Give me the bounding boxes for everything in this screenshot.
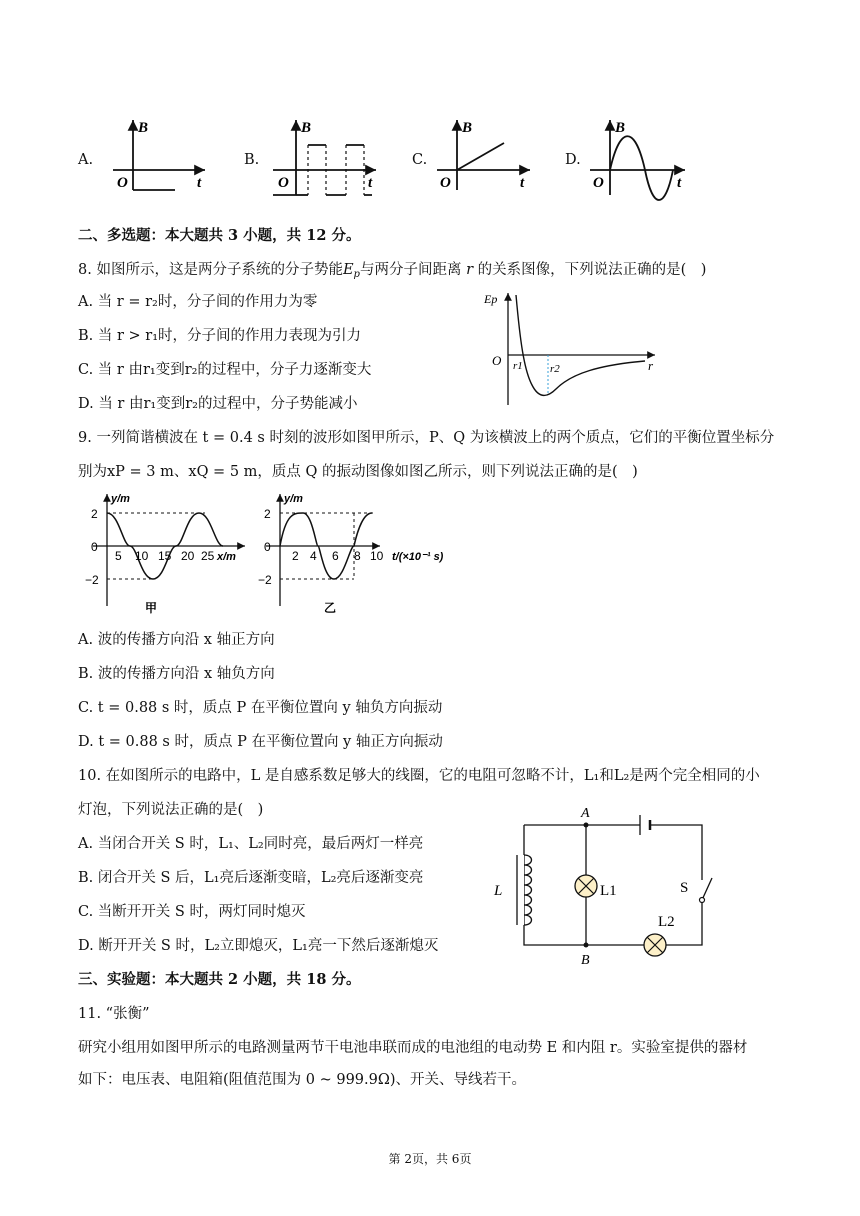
q8-potential-energy-graph (480, 285, 670, 410)
axis-b-label: B (462, 120, 473, 136)
axis-t-label: t (197, 175, 202, 191)
zero-tick: 0 (91, 540, 98, 554)
lamp-l1-label: L1 (600, 883, 617, 899)
node-b-label: B (581, 953, 590, 968)
q9-option-b: B. 波的传播方向沿 x 轴负方向 (78, 666, 275, 682)
r1-label: r1 (513, 360, 523, 372)
y-top-tick: 2 (264, 507, 271, 521)
x-tick-6: 6 (332, 549, 339, 563)
axis-t-label: t (368, 175, 373, 191)
q11-line-1: 研究小组用如图甲所示的电路测量两节干电池串联而成的电池组的电动势 E 和内阻 r。实验室提供的器材 (78, 1040, 748, 1056)
axis-t-label: t (677, 175, 682, 191)
q8-option-c: C. 当 r 由r₁变到r₂的过程中，分子力逐渐变大 (78, 362, 372, 378)
q8-stem-mid: 与两分子间距离 (359, 262, 462, 278)
x-tick-8: 8 (354, 549, 361, 563)
x-tick-10: 10 (135, 549, 149, 563)
y-axis-label: y/m (111, 493, 130, 505)
q10-stem-line-2: 灯泡，下列说法正确的是( ) (78, 802, 264, 818)
q9-option-c: C. t = 0.88 s 时，质点 P 在平衡位置向 y 轴负方向振动 (78, 700, 443, 716)
q8-option-d: D. 当 r 由r₁变到r₂的过程中，分子势能减小 (78, 396, 358, 412)
axis-o-label: O (278, 175, 289, 191)
q10-option-b: B. 闭合开关 S 后，L₁亮后逐渐变暗，L₂亮后逐渐变亮 (78, 870, 424, 886)
r-symbol: r (466, 262, 473, 278)
q7-option-d-label: D. (565, 152, 581, 168)
q9-wave-graph-jia (85, 488, 255, 618)
switch-s-label: S (680, 880, 689, 896)
q7-graph-c (432, 115, 542, 205)
q9-option-a: A. 波的传播方向沿 x 轴正方向 (78, 632, 275, 648)
r-axis-label: r (648, 358, 654, 373)
axis-t-label: t (520, 175, 525, 191)
q7-graph-d (585, 115, 695, 205)
q8-stem (78, 260, 706, 285)
q10-option-a: A. 当闭合开关 S 时，L₁、L₂同时亮，最后两灯一样亮 (78, 836, 424, 852)
y-bottom-tick: −2 (85, 573, 99, 587)
q7-option-c-label: C. (412, 152, 428, 168)
q7-option-a-label: A. (78, 152, 94, 168)
x-tick-20: 20 (181, 549, 195, 563)
x-tick-2: 2 (292, 549, 299, 563)
x-axis-label: t/(×10⁻¹ s) (392, 551, 444, 563)
lamp-l2-label: L2 (658, 914, 675, 930)
section-3-heading: 三、实验题：本大题共 2 小题，共 18 分。 (78, 971, 361, 988)
q10-option-c: C. 当断开开关 S 时，两灯同时熄灭 (78, 904, 306, 920)
axis-o-label: O (117, 175, 128, 191)
x-axis-label: x/m (217, 551, 236, 563)
zero-tick: 0 (264, 540, 271, 554)
x-tick-5: 5 (115, 549, 122, 563)
q10-option-d: D. 断开开关 S 时，L₂立即熄灭，L₁亮一下然后逐渐熄灭 (78, 938, 439, 954)
page-footer: 第 2页，共 6页 (388, 1152, 472, 1166)
q8-stem-post: 的关系图像，下列说法正确的是( ) (477, 262, 707, 278)
x-tick-25: 25 (201, 549, 215, 563)
q8-option-a: A. 当 r = r₂时，分子间的作用力为零 (78, 294, 318, 310)
axis-o-label: O (593, 175, 604, 191)
y-bottom-tick: −2 (258, 573, 272, 587)
x-tick-10: 10 (370, 549, 384, 563)
q9-option-d: D. t = 0.88 s 时，质点 P 在平衡位置向 y 轴正方向振动 (78, 734, 443, 750)
r2-label: r2 (550, 363, 560, 375)
section-2-heading: 二、多选题：本大题共 3 小题，共 12 分。 (78, 227, 361, 244)
y-axis-label: y/m (284, 493, 303, 505)
caption-yi: 乙 (324, 601, 337, 615)
q7-graph-b (268, 115, 388, 205)
q8-option-b: B. 当 r > r₁时，分子间的作用力表现为引力 (78, 328, 362, 344)
q10-circuit-diagram (490, 800, 720, 970)
q7-graph-a (105, 115, 215, 205)
axis-b-label: B (138, 120, 149, 136)
caption-jia: 甲 (145, 601, 158, 615)
ep-symbol: $E_p$ (342, 262, 360, 280)
ep-axis-label: Ep (484, 292, 498, 306)
inductor-label: L (494, 883, 503, 899)
q11-title: 11. “张衡” (78, 1006, 150, 1022)
q10-stem-line-1: 10. 在如图所示的电路中，L 是自感系数足够大的线圈，它的电阻可忽略不计，L₁和L₂是两个完全相同的小 (78, 768, 760, 784)
y-top-tick: 2 (91, 507, 98, 521)
q9-stem-line-2: 别为xP = 3 m、xQ = 5 m，质点 Q 的振动图像如图乙所示，则下列说法正确的是( ) (78, 464, 638, 480)
q9-stem-line-1: 9. 一列简谐横波在 t = 0.4 s 时刻的波形如图甲所示，P、Q 为该横波上的两个质点，它们的平衡位置坐标分 (78, 430, 775, 446)
origin-label: O (492, 353, 502, 368)
axis-o-label: O (440, 175, 451, 191)
node-a-label: A (581, 806, 590, 821)
x-tick-4: 4 (310, 549, 317, 563)
q7-option-b-label: B. (244, 152, 260, 168)
q11-line-2: 如下：电压表、电阻箱(阻值范围为 0 ~ 999.9Ω)、开关、导线若干。 (78, 1072, 527, 1088)
axis-b-label: B (615, 120, 626, 136)
x-tick-15: 15 (158, 549, 172, 563)
axis-b-label: B (301, 120, 312, 136)
q9-vibration-graph-yi (258, 488, 468, 618)
q8-stem-pre: 8. 如图所示，这是两分子系统的分子势能 (78, 262, 343, 278)
